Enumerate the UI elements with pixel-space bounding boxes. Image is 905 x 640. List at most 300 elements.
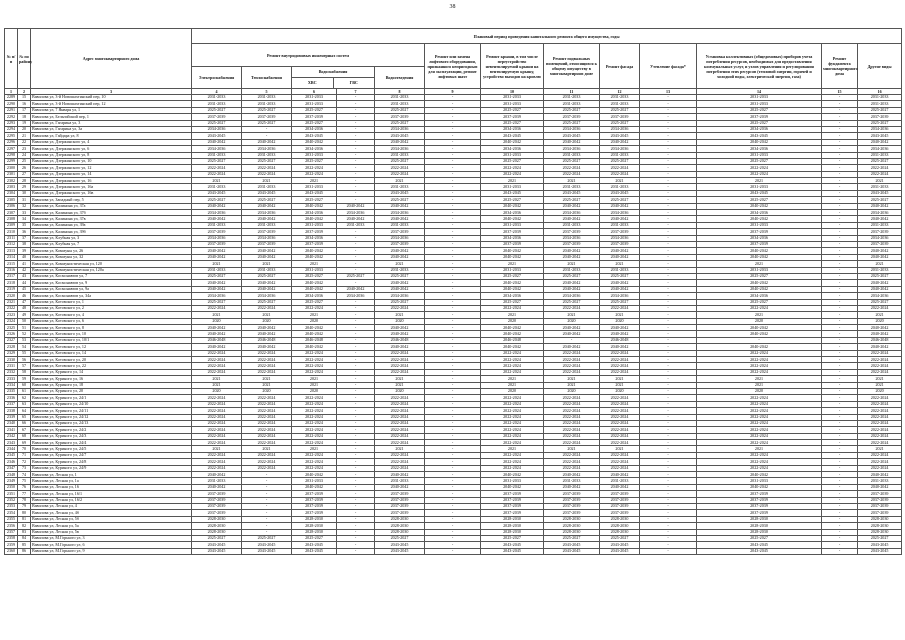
table-cell: - bbox=[425, 510, 481, 516]
table-cell: - bbox=[425, 465, 481, 471]
table-cell: 2040-2042 bbox=[375, 331, 425, 337]
table-cell: 2031-2033 bbox=[292, 152, 337, 158]
table-cell: 2022-2024 bbox=[242, 401, 292, 407]
table-cell: 2021 bbox=[242, 312, 292, 318]
table-cell: 2040-2042 bbox=[192, 344, 242, 350]
table-cell: 78 bbox=[18, 497, 31, 503]
address-cell: Вавилова ул, М.Горького ул, 9 bbox=[31, 548, 192, 554]
table-cell: 2037-2039 bbox=[858, 504, 902, 510]
table-cell: 2031-2033 bbox=[697, 152, 822, 158]
table-cell: - bbox=[425, 190, 481, 196]
table-cell: 2025-2027 bbox=[697, 197, 822, 203]
table-cell: 2040-2042 bbox=[481, 472, 544, 478]
table-cell: 2022-2024 bbox=[481, 433, 544, 439]
table-cell: 2043-2045 bbox=[192, 542, 242, 548]
header-sewerage: Водоотведения bbox=[375, 67, 425, 89]
table-cell: 2022-2024 bbox=[697, 357, 822, 363]
table-cell: 2022-2024 bbox=[600, 433, 640, 439]
table-cell: - bbox=[822, 158, 858, 164]
address-cell: Вавилова ул, Клубная ул, 3 bbox=[31, 235, 192, 241]
table-cell: 2037-2039 bbox=[858, 229, 902, 235]
table-cell: 2028-2030 bbox=[481, 516, 544, 522]
table-cell: - bbox=[822, 190, 858, 196]
table-cell: 2022-2024 bbox=[697, 414, 822, 420]
table-cell: 2031-2033 bbox=[481, 95, 544, 101]
table-cell: 2040-2042 bbox=[192, 286, 242, 292]
table-cell: - bbox=[640, 504, 697, 510]
table-cell: 2022-2024 bbox=[600, 165, 640, 171]
table-cell: 2031-2033 bbox=[858, 184, 902, 190]
table-cell: 2025-2027 bbox=[375, 120, 425, 126]
table-cell: - bbox=[640, 241, 697, 247]
table-cell: 75 bbox=[18, 478, 31, 484]
table-cell: 2025-2027 bbox=[697, 535, 822, 541]
table-cell: 2020 bbox=[544, 388, 600, 394]
table-cell: 2031-2033 bbox=[481, 101, 544, 107]
table-cell: - bbox=[425, 388, 481, 394]
table-cell: 2021 bbox=[375, 446, 425, 452]
table-cell: 2040-2042 bbox=[481, 254, 544, 260]
table-cell: - bbox=[337, 516, 375, 522]
table-cell: 2022-2024 bbox=[375, 465, 425, 471]
table-cell: - bbox=[822, 318, 858, 324]
table-cell: 2020 bbox=[292, 318, 337, 324]
table-cell: - bbox=[640, 235, 697, 241]
table-cell: 2022-2024 bbox=[600, 363, 640, 369]
table-cell: 2043-2045 bbox=[375, 190, 425, 196]
table-cell: 2040-2042 bbox=[192, 216, 242, 222]
table-cell: 84 bbox=[18, 535, 31, 541]
table-cell: - bbox=[337, 337, 375, 343]
table-cell: 2034-2036 bbox=[481, 210, 544, 216]
table-cell: 2040-2042 bbox=[858, 248, 902, 254]
table-cell: 2025-2027 bbox=[192, 120, 242, 126]
address-cell: Вавилова ул, Куриного ул, 24/13 bbox=[31, 420, 192, 426]
table-cell: 2034-2036 bbox=[242, 146, 292, 152]
table-cell: 2031-2033 bbox=[858, 267, 902, 273]
table-cell: 36 bbox=[18, 229, 31, 235]
table-cell: 2022-2024 bbox=[242, 465, 292, 471]
table-cell: 2344 bbox=[5, 446, 18, 452]
table-cell: - bbox=[640, 146, 697, 152]
table-cell: 2025-2027 bbox=[292, 107, 337, 113]
table-cell: 2040-2042 bbox=[481, 203, 544, 209]
table-cell: - bbox=[337, 363, 375, 369]
table-cell: 2031-2033 bbox=[600, 184, 640, 190]
table-cell: 2022-2024 bbox=[292, 369, 337, 375]
table-cell: 2333 bbox=[5, 376, 18, 382]
address-cell: Вавилова ул, Западный пер, 5 bbox=[31, 197, 192, 203]
table-cell: - bbox=[640, 312, 697, 318]
table-cell: 2040-2042 bbox=[858, 286, 902, 292]
address-cell: Вавилова ул, Куриного ул, 24/7 bbox=[31, 452, 192, 458]
table-cell: 2022-2024 bbox=[192, 165, 242, 171]
table-cell: 2025-2027 bbox=[481, 158, 544, 164]
address-cell: Вавилова ул, Лесная ул, 5в bbox=[31, 529, 192, 535]
table-cell: 2022-2024 bbox=[600, 414, 640, 420]
table-cell: 28 bbox=[18, 178, 31, 184]
table-cell: - bbox=[337, 350, 375, 356]
column-number: 9 bbox=[425, 89, 481, 95]
table-cell: 44 bbox=[18, 280, 31, 286]
table-cell: 2028-2030 bbox=[192, 516, 242, 522]
table-cell: 2040-2042 bbox=[242, 203, 292, 209]
table-cell: - bbox=[822, 388, 858, 394]
table-cell: 2034-2036 bbox=[292, 146, 337, 152]
table-cell: - bbox=[337, 133, 375, 139]
address-cell: Вавилова ул, Котовского ул, 2 bbox=[31, 305, 192, 311]
table-cell: - bbox=[822, 203, 858, 209]
table-cell: - bbox=[425, 529, 481, 535]
table-cell: 2025-2027 bbox=[858, 273, 902, 279]
table-cell: 2037-2039 bbox=[544, 510, 600, 516]
table-cell: 2040-2042 bbox=[858, 139, 902, 145]
table-cell: 2308 bbox=[5, 216, 18, 222]
table-cell: - bbox=[425, 325, 481, 331]
table-cell: 2021 bbox=[192, 261, 242, 267]
table-cell: 2031-2033 bbox=[375, 95, 425, 101]
table-cell: 2022-2024 bbox=[544, 165, 600, 171]
table-cell: - bbox=[425, 152, 481, 158]
table-cell: - bbox=[337, 408, 375, 414]
table-cell: 54 bbox=[18, 344, 31, 350]
table-cell: - bbox=[337, 95, 375, 101]
table-cell: - bbox=[822, 446, 858, 452]
address-cell: Вавилова ул, Котовского ул, 14 bbox=[31, 350, 192, 356]
table-cell: 2040-2042 bbox=[375, 280, 425, 286]
table-cell: 2022-2024 bbox=[858, 408, 902, 414]
table-cell: 2022-2024 bbox=[192, 357, 242, 363]
table-cell: 2021 bbox=[481, 261, 544, 267]
table-cell: 2028-2030 bbox=[544, 523, 600, 529]
table-cell: 2021 bbox=[697, 312, 822, 318]
table-cell: 2031-2033 bbox=[697, 184, 822, 190]
table-cell: 2022-2024 bbox=[481, 350, 544, 356]
table-cell: - bbox=[822, 101, 858, 107]
address-cell: Вавилова ул, Космонавтов ул, 9а bbox=[31, 286, 192, 292]
table-cell: 2034-2036 bbox=[192, 146, 242, 152]
table-cell: 2022-2024 bbox=[697, 363, 822, 369]
table-cell: 2022-2024 bbox=[375, 305, 425, 311]
table-cell: 2028-2030 bbox=[292, 516, 337, 522]
table-cell: 2022-2024 bbox=[697, 401, 822, 407]
table-cell: 2040-2042 bbox=[292, 286, 337, 292]
table-cell: - bbox=[822, 350, 858, 356]
table-cell: 2040-2042 bbox=[292, 472, 337, 478]
table-cell: - bbox=[337, 197, 375, 203]
table-cell: 2031-2033 bbox=[697, 95, 822, 101]
table-cell: 61 bbox=[18, 388, 31, 394]
table-cell: 2037-2039 bbox=[481, 510, 544, 516]
table-cell: 2043-2045 bbox=[242, 190, 292, 196]
header-heating: Теплоснабжения bbox=[242, 67, 292, 89]
table-cell: 2031-2033 bbox=[697, 267, 822, 273]
table-cell: 71 bbox=[18, 452, 31, 458]
table-cell: 2337 bbox=[5, 401, 18, 407]
table-cell: 2022-2024 bbox=[375, 452, 425, 458]
table-cell: 72 bbox=[18, 459, 31, 465]
table-cell: - bbox=[337, 484, 375, 490]
table-cell: 2021 bbox=[481, 382, 544, 388]
table-cell: 2022-2024 bbox=[242, 369, 292, 375]
table-cell: 2031-2033 bbox=[544, 222, 600, 228]
table-cell: - bbox=[640, 516, 697, 522]
table-cell: 2332 bbox=[5, 369, 18, 375]
table-cell: - bbox=[425, 273, 481, 279]
table-cell: - bbox=[337, 305, 375, 311]
table-cell: 2040-2042 bbox=[858, 472, 902, 478]
table-cell: - bbox=[425, 401, 481, 407]
table-cell: 2022-2024 bbox=[697, 305, 822, 311]
table-cell: 2040-2042 bbox=[375, 325, 425, 331]
table-cell: - bbox=[822, 171, 858, 177]
table-cell: - bbox=[242, 510, 292, 516]
table-cell: 2022-2024 bbox=[192, 369, 242, 375]
table-cell: 2022-2024 bbox=[697, 433, 822, 439]
table-cell: 2022-2024 bbox=[697, 369, 822, 375]
table-cell: 2310 bbox=[5, 229, 18, 235]
header-gas: ГВС bbox=[349, 80, 358, 85]
table-cell: 2040-2042 bbox=[192, 472, 242, 478]
table-cell: 2043-2045 bbox=[858, 133, 902, 139]
table-cell: 2025-2027 bbox=[481, 107, 544, 113]
column-number: 10 bbox=[481, 89, 544, 95]
table-cell: - bbox=[640, 222, 697, 228]
table-cell: 2037-2039 bbox=[481, 504, 544, 510]
table-cell: 2046-2048 bbox=[292, 337, 337, 343]
table-cell: - bbox=[425, 184, 481, 190]
table-cell: 2022-2024 bbox=[242, 171, 292, 177]
address-cell: Вавилова ул, Дзержинского ул, 14 bbox=[31, 171, 192, 177]
table-cell: 2046-2048 bbox=[192, 337, 242, 343]
table-cell: 2022-2024 bbox=[242, 420, 292, 426]
table-cell: 50 bbox=[18, 318, 31, 324]
table-cell: 2022-2024 bbox=[192, 171, 242, 177]
table-cell: 49 bbox=[18, 312, 31, 318]
table-cell: 2022-2024 bbox=[481, 420, 544, 426]
table-cell: - bbox=[425, 241, 481, 247]
table-cell: 77 bbox=[18, 491, 31, 497]
table-cell: 2040-2042 bbox=[697, 344, 822, 350]
table-cell: - bbox=[425, 472, 481, 478]
table-cell: 2022-2024 bbox=[242, 433, 292, 439]
table-cell: 2043-2045 bbox=[544, 133, 600, 139]
table-cell: 2043-2045 bbox=[192, 133, 242, 139]
table-cell: 2043-2045 bbox=[481, 542, 544, 548]
table-cell: - bbox=[822, 146, 858, 152]
table-cell: 2034-2036 bbox=[337, 293, 375, 299]
table-cell: - bbox=[822, 325, 858, 331]
table-cell: 2040-2042 bbox=[600, 203, 640, 209]
table-cell: 2034-2036 bbox=[192, 293, 242, 299]
table-cell: 2046-2048 bbox=[242, 337, 292, 343]
table-cell: 2021 bbox=[544, 376, 600, 382]
table-cell: 2020 bbox=[858, 318, 902, 324]
table-cell: - bbox=[337, 395, 375, 401]
table-cell: - bbox=[640, 440, 697, 446]
table-cell: - bbox=[337, 427, 375, 433]
table-cell: - bbox=[640, 293, 697, 299]
table-cell: 2037-2039 bbox=[242, 241, 292, 247]
table-cell: - bbox=[337, 542, 375, 548]
table-cell: 2040-2042 bbox=[481, 286, 544, 292]
table-cell: - bbox=[822, 395, 858, 401]
table-cell: 2034-2036 bbox=[858, 293, 902, 299]
table-cell: 2031-2033 bbox=[481, 152, 544, 158]
table-cell: - bbox=[425, 248, 481, 254]
address-cell: Вавилова ул, Дзержинского ул, 12 bbox=[31, 165, 192, 171]
table-cell: 2040-2042 bbox=[600, 280, 640, 286]
table-cell: - bbox=[822, 299, 858, 305]
table-cell: - bbox=[640, 376, 697, 382]
table-cell: 2022-2024 bbox=[600, 171, 640, 177]
table-cell: 2022-2024 bbox=[481, 408, 544, 414]
table-cell: 2025-2027 bbox=[375, 535, 425, 541]
table-cell: 2021 bbox=[481, 376, 544, 382]
table-cell: 2031-2033 bbox=[337, 222, 375, 228]
table-cell: 2040-2042 bbox=[192, 280, 242, 286]
table-cell: - bbox=[337, 241, 375, 247]
table-cell: - bbox=[337, 440, 375, 446]
address-cell: Вавилова ул, Коммуны ул, 32 bbox=[31, 254, 192, 260]
address-cell: Вавилова ул, Лесная ул, 5а bbox=[31, 523, 192, 529]
table-cell: 2028-2030 bbox=[292, 523, 337, 529]
table-cell: - bbox=[242, 523, 292, 529]
table-cell: 2359 bbox=[5, 542, 18, 548]
table-cell: 52 bbox=[18, 331, 31, 337]
table-cell: 2040-2042 bbox=[858, 280, 902, 286]
table-cell: - bbox=[337, 267, 375, 273]
table-cell: 2025-2027 bbox=[544, 197, 600, 203]
table-cell: 2025-2027 bbox=[375, 197, 425, 203]
table-cell: - bbox=[242, 529, 292, 535]
table-cell: - bbox=[337, 510, 375, 516]
table-cell: 20 bbox=[18, 126, 31, 132]
table-cell: 2022-2024 bbox=[375, 395, 425, 401]
table-cell: 2022-2024 bbox=[544, 395, 600, 401]
table-cell: 2040-2042 bbox=[375, 472, 425, 478]
table-cell: 2040-2042 bbox=[481, 280, 544, 286]
table-cell: 2022-2024 bbox=[858, 440, 902, 446]
table-cell: 2040-2042 bbox=[242, 331, 292, 337]
table-cell: - bbox=[337, 497, 375, 503]
table-cell: 2037-2039 bbox=[242, 114, 292, 120]
table-cell: - bbox=[425, 331, 481, 337]
table-cell: 2025-2027 bbox=[858, 197, 902, 203]
table-cell: - bbox=[640, 497, 697, 503]
address-cell: Вавилова ул, Дзержинского ул, 10 bbox=[31, 158, 192, 164]
header-other: Другие виды bbox=[858, 44, 902, 89]
table-cell: 2031-2033 bbox=[600, 267, 640, 273]
column-number: 12 bbox=[600, 89, 640, 95]
table-cell: 2022-2024 bbox=[481, 369, 544, 375]
table-cell: 2020 bbox=[292, 388, 337, 394]
address-cell: Вавилова ул, Куриного ул, 24/12 bbox=[31, 414, 192, 420]
table-cell: - bbox=[640, 331, 697, 337]
column-number: 4 bbox=[192, 89, 242, 95]
table-cell: 2040-2042 bbox=[292, 203, 337, 209]
address-cell: Вавилова ул, Куриного ул, 24/3 bbox=[31, 433, 192, 439]
table-cell: 2034-2036 bbox=[481, 126, 544, 132]
table-cell: 2298 bbox=[5, 152, 18, 158]
table-cell: 2328 bbox=[5, 344, 18, 350]
table-cell: - bbox=[822, 376, 858, 382]
table-cell: 83 bbox=[18, 529, 31, 535]
table-cell: 2022-2024 bbox=[292, 420, 337, 426]
table-cell: - bbox=[337, 190, 375, 196]
table-cell: 2022-2024 bbox=[600, 465, 640, 471]
table-cell: 2021 bbox=[600, 178, 640, 184]
table-cell: 2021 bbox=[375, 261, 425, 267]
table-cell: 2352 bbox=[5, 497, 18, 503]
table-cell: - bbox=[822, 478, 858, 484]
table-cell: 2354 bbox=[5, 510, 18, 516]
table-cell: - bbox=[640, 286, 697, 292]
table-cell: 2025-2027 bbox=[292, 535, 337, 541]
table-cell: 2031-2033 bbox=[375, 101, 425, 107]
table-cell: 2025-2027 bbox=[858, 120, 902, 126]
table-cell: 38 bbox=[18, 241, 31, 247]
table-cell: - bbox=[337, 433, 375, 439]
table-cell: - bbox=[337, 235, 375, 241]
address-cell: Вавилова ул, Куриного ул, 18 bbox=[31, 382, 192, 388]
table-cell: - bbox=[337, 504, 375, 510]
table-cell: - bbox=[822, 95, 858, 101]
table-cell: 2034-2036 bbox=[600, 235, 640, 241]
table-cell: 2040-2042 bbox=[242, 325, 292, 331]
table-cell: 2022-2024 bbox=[697, 440, 822, 446]
table-cell: 2021 bbox=[600, 446, 640, 452]
table-cell: - bbox=[640, 120, 697, 126]
table-cell: 67 bbox=[18, 427, 31, 433]
table-cell: 2040-2042 bbox=[600, 484, 640, 490]
table-cell: - bbox=[822, 504, 858, 510]
table-cell: 2034-2036 bbox=[192, 235, 242, 241]
address-cell: Вавилова ул, Куриного ул, 20 bbox=[31, 388, 192, 394]
table-cell: 2025-2027 bbox=[242, 158, 292, 164]
table-cell: 2043-2045 bbox=[858, 548, 902, 554]
table-cell: 2037-2039 bbox=[858, 510, 902, 516]
table-cell: 2020 bbox=[242, 388, 292, 394]
table-cell: 2291 bbox=[5, 107, 18, 113]
table-cell: 2347 bbox=[5, 465, 18, 471]
table-cell: - bbox=[242, 126, 292, 132]
header-meters: Установка коллективных (общедомовых) приборов учета потребления ресурсов, необходимых для предоставления коммунальных услуг, и узлов управления и регулирования потребления этих ресурсов (тепловой энергии, горячей и холодной воды, электрической энергии, газа) bbox=[697, 44, 822, 89]
table-cell: 2040-2042 bbox=[600, 325, 640, 331]
table-cell: 2028-2030 bbox=[600, 523, 640, 529]
table-cell: 2341 bbox=[5, 427, 18, 433]
table-cell: 2356 bbox=[5, 523, 18, 529]
table-cell: 2296 bbox=[5, 139, 18, 145]
address-cell: Вавилова ул, Гагарина ул, 3а bbox=[31, 126, 192, 132]
table-cell: 2022-2024 bbox=[544, 433, 600, 439]
table-cell: 2025-2027 bbox=[292, 299, 337, 305]
table-cell: - bbox=[425, 146, 481, 152]
table-cell: 69 bbox=[18, 440, 31, 446]
table-cell: 2040-2042 bbox=[242, 344, 292, 350]
table-cell: 2043-2045 bbox=[292, 190, 337, 196]
table-cell: - bbox=[640, 529, 697, 535]
address-cell: Вавилова ул, Лесная ул, 4 bbox=[31, 504, 192, 510]
table-cell: 2022-2024 bbox=[375, 420, 425, 426]
table-cell: 2022-2024 bbox=[192, 414, 242, 420]
table-cell: 81 bbox=[18, 516, 31, 522]
table-cell: - bbox=[640, 388, 697, 394]
table-cell: - bbox=[640, 344, 697, 350]
table-cell: - bbox=[242, 497, 292, 503]
table-cell: 2040-2042 bbox=[697, 248, 822, 254]
table-cell: 40 bbox=[18, 254, 31, 260]
